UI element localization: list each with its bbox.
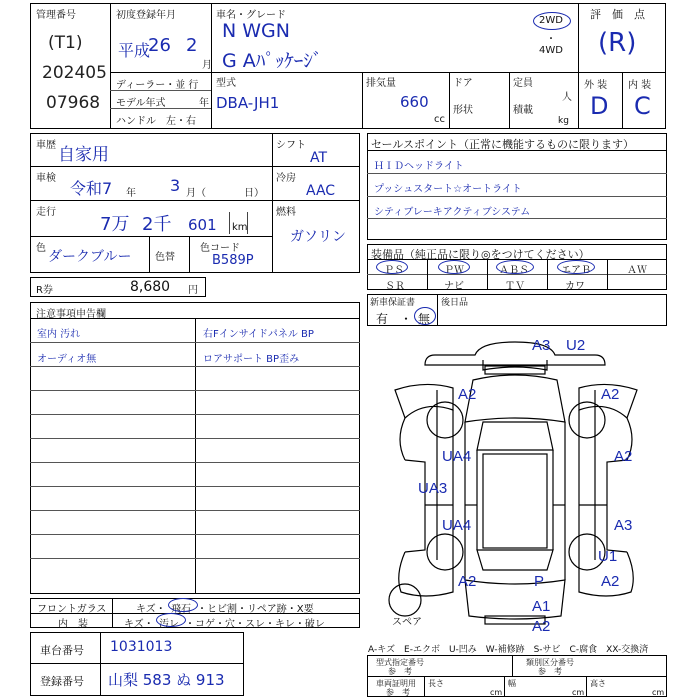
ext-label: 外 装: [584, 80, 608, 91]
fuel-label: 燃料: [276, 207, 296, 218]
shaken-label: 車検: [36, 173, 56, 184]
equip-aw: ＡＷ: [627, 265, 647, 276]
front-glass-circle: [168, 598, 198, 612]
score-label: 評 価 点: [590, 8, 645, 21]
damage-right-rear-quarter: A2: [601, 573, 620, 590]
warranty-circle: [414, 307, 436, 325]
color-change-label: 色替: [155, 252, 175, 263]
damage-right-rear-door: A3: [614, 517, 633, 534]
equip-abs-circle: [496, 260, 534, 274]
load-label: 積載: [513, 105, 533, 116]
interior-circle: [156, 613, 186, 627]
equip-navi: ナビ: [444, 281, 464, 292]
ext-grade: D: [590, 92, 609, 120]
lot-prefix: (T1): [48, 33, 83, 53]
equip-airb-circle: [557, 260, 595, 274]
equip-tv: ＴＶ: [505, 281, 525, 292]
equip-ps: ＰＳ: [384, 265, 404, 276]
shaken-era: 令和7: [70, 179, 113, 198]
handle-label: ハンドル 左・右: [116, 116, 196, 127]
front-glass-label: フロントガラス: [37, 604, 107, 615]
cert-label: 車両証明用: [376, 679, 416, 688]
first-reg-month: 2: [186, 35, 198, 56]
note-right-1: 右Fインサイドパネル BP: [203, 329, 314, 340]
km-unit: km: [232, 222, 248, 233]
length-label: 長さ: [428, 679, 444, 688]
color-value: ダークブルー: [48, 249, 132, 265]
sales-points-title: セールスポイント（正常に機能するものに限ります）: [371, 138, 635, 151]
damage-rear-bumper-upper: A1: [532, 598, 551, 615]
int-label: 内 装: [628, 80, 652, 91]
damage-left-rear-door: UA4: [442, 517, 472, 534]
warranty-label: 新車保証書: [370, 298, 416, 308]
type-cert-ref: 参 考: [388, 667, 412, 676]
shaken-day-unit: 日）: [244, 188, 264, 199]
capacity-unit: 人: [562, 92, 572, 103]
color-code: B589P: [212, 253, 254, 268]
int-grade: C: [634, 92, 651, 120]
equip-leather: カワ: [565, 281, 585, 292]
reg-label: 登録番号: [40, 675, 84, 688]
interior-label: 内 装: [58, 619, 88, 630]
chassis-no: 1031013: [110, 639, 173, 655]
width-unit: cm: [572, 688, 585, 697]
equip-pw: ＰＷ: [444, 265, 464, 276]
equip-airb: エアＢ: [561, 265, 591, 276]
lot-no-1: 202405: [42, 63, 107, 83]
score: (R): [598, 28, 637, 58]
cc-unit: cc: [434, 114, 445, 125]
shaken-month: 3: [170, 176, 181, 195]
ac-value: AAC: [306, 183, 336, 199]
mileage-rest: 601: [188, 216, 217, 234]
spare-label: スペア: [392, 617, 422, 628]
model-year-unit: 年: [199, 98, 209, 109]
shift-label: シフト: [276, 140, 306, 151]
front-glass-circled: 飛石: [171, 604, 191, 615]
recycle-box: [30, 277, 206, 297]
front-glass-pre: キズ・: [136, 604, 166, 615]
class-label: 類別区分番号: [526, 658, 574, 667]
length-unit: cm: [490, 688, 503, 697]
displacement-value: 660: [400, 93, 429, 111]
first-reg-era: 平成: [118, 41, 151, 60]
height-unit: cm: [652, 688, 665, 697]
sales-point-2: プッシュスタート☆オートライト: [374, 184, 522, 195]
chassis-label: 車台番号: [40, 644, 84, 657]
shape-label: 形状: [453, 105, 473, 116]
equip-abs: ＡＢＳ: [499, 265, 529, 276]
month-unit: 月: [202, 60, 212, 71]
equip-sr: ＳＲ: [385, 281, 405, 292]
shift-value: AT: [310, 150, 328, 166]
history-label: 車歴: [36, 140, 56, 151]
height-label: 高さ: [590, 679, 606, 688]
cert-ref: 参 考: [386, 688, 410, 697]
warranty-date-label: 後日品: [441, 298, 469, 308]
damage-left-front-door: UA4: [442, 448, 472, 465]
equip-ps-circle: [376, 260, 408, 274]
color-code-label: 色コード: [200, 243, 240, 254]
displacement-label: 排気量: [366, 78, 396, 89]
history-value: 自家用: [58, 145, 109, 165]
drive-dot: ・: [546, 34, 556, 45]
lot-no-2: 07968: [46, 93, 101, 113]
mileage-sen: 2千: [142, 214, 172, 235]
shaken-month-unit: 月（: [186, 188, 206, 199]
mileage-man: 7万: [100, 214, 130, 235]
width-label: 幅: [508, 679, 516, 688]
equipment-title: 装備品（純正品に限り◎をつけてください）: [371, 248, 590, 261]
reg-no: 山梨 583 ぬ 913: [108, 671, 225, 689]
type-value: DBA-JH1: [216, 94, 280, 112]
damage-front-left-fender: A2: [458, 386, 477, 403]
dealer-label: ディーラー・並 行: [116, 80, 199, 91]
interior-circled: 汚レ: [159, 619, 179, 630]
car-diagram: [365, 330, 667, 630]
mgmt-no-label: 管理番号: [36, 10, 76, 21]
mileage-label: 走行: [36, 207, 56, 218]
damage-legend: A-キズ E-エクボ U-凹み W-補修跡 S-サビ C-腐食 XX-交換済: [368, 645, 649, 655]
door-label: ドア: [453, 78, 473, 89]
note-left-1: 室内 汚れ: [37, 329, 81, 340]
interior-post: ・コゲ・穴・スレ・キレ・破レ: [185, 619, 325, 630]
type-label: 型式: [216, 78, 236, 89]
notes-title: 注意事項申告欄: [36, 309, 106, 320]
damage-back-door: P: [534, 573, 545, 590]
grade: G Aﾊﾟｯｹｰｼﾞ: [222, 50, 323, 72]
color-label: 色: [36, 243, 46, 254]
yen-unit: 円: [188, 285, 198, 296]
warranty-value: 有 ・: [376, 312, 413, 326]
equip-pw-circle: [438, 260, 470, 274]
note-right-2: ロアサポート BP歪み: [203, 354, 300, 365]
damage-rear-bumper-lower: A2: [532, 618, 551, 635]
damage-roof-a3: A3: [532, 337, 551, 354]
note-left-2: オーディオ無: [37, 354, 97, 365]
interior-pre: キズ・: [124, 619, 154, 630]
car-name: N WGN: [222, 20, 290, 42]
damage-roof-u2: U2: [566, 337, 586, 354]
type-cert-label: 型式指定番号: [376, 658, 424, 667]
fuel-value: ガソリン: [290, 229, 346, 245]
first-reg-label: 初度登録年月: [116, 10, 176, 21]
capacity-label: 定員: [513, 78, 533, 89]
ac-label: 冷房: [276, 173, 296, 184]
damage-front-right-fender: A2: [601, 386, 620, 403]
damage-left-rear-quarter: A2: [458, 573, 477, 590]
warranty-circled: 無: [418, 312, 431, 326]
first-reg-year: 26: [148, 35, 171, 56]
model-year-label: モデル年式: [116, 98, 166, 109]
load-unit: kg: [558, 116, 569, 126]
recycle-label: R券: [36, 285, 53, 296]
front-glass-post: ・ヒビ割・リペア跡・X要: [197, 604, 314, 615]
sales-point-1: ＨＩＤヘッドライト: [374, 161, 464, 172]
shaken-year-unit: 年: [126, 188, 136, 199]
drive-4wd: 4WD: [539, 45, 563, 56]
class-ref: 参 考: [538, 667, 562, 676]
sales-point-3: シティブレーキアクティブシステム: [374, 207, 531, 218]
recycle-value: 8,680: [130, 279, 171, 295]
damage-right-rear-fender: U1: [598, 548, 618, 565]
car-name-label: 車名・グレード: [216, 10, 286, 21]
damage-right-front-door: A2: [614, 448, 633, 465]
damage-left-sill: UA3: [418, 480, 448, 497]
drive-2wd: 2WD: [539, 15, 563, 26]
